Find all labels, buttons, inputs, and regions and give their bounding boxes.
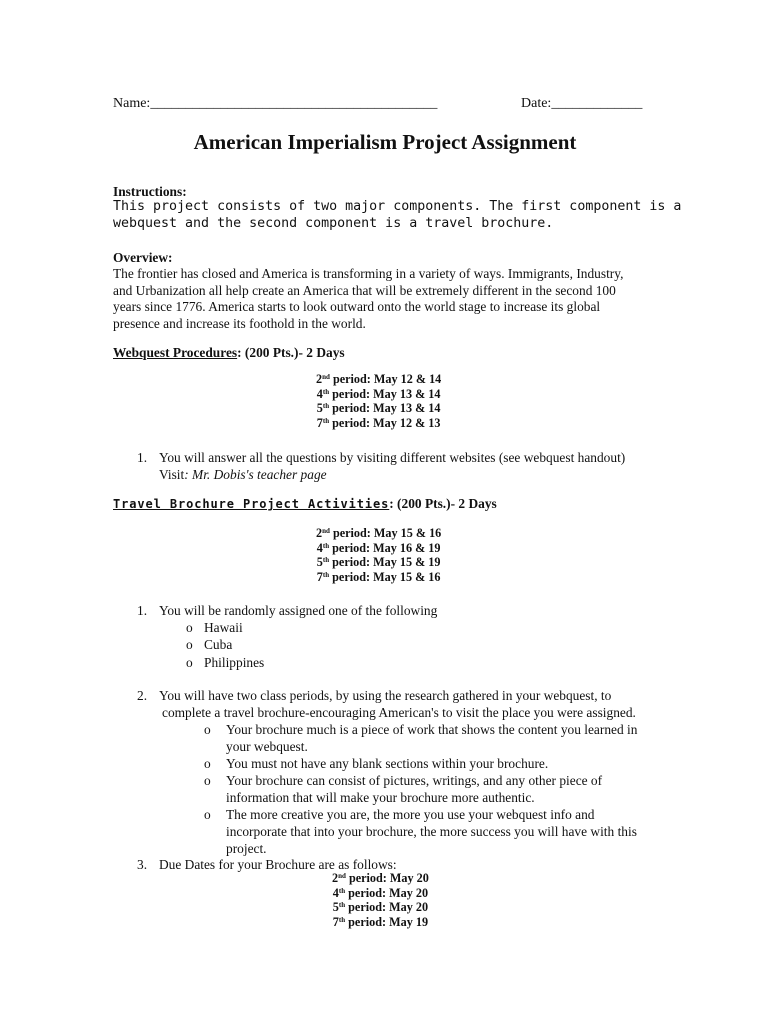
schedule-row: 2nd period: May 12 & 14 (316, 372, 442, 386)
name-field (113, 95, 437, 112)
webquest-heading (113, 344, 345, 361)
bullet-marker: o (186, 655, 193, 670)
name-line: _________________________________________ (150, 96, 438, 111)
visit-label: Visit (159, 467, 185, 482)
bullet-marker: o (186, 620, 193, 635)
bullet-marker: o (204, 773, 211, 788)
webquest-item-text: You will answer all the questions by visiting different websites (see webquest handout) (159, 450, 626, 465)
name-label: Name: (113, 96, 151, 111)
sub-bullet-text: The more creative you are, the more you use your webquest info and (226, 807, 595, 822)
instructions-heading: Instructions: (113, 184, 187, 199)
list-number: 1. (137, 450, 148, 465)
overview-line: and Urbanization all help create an America that will be extremely different in the second 100 (113, 283, 616, 298)
brochure-points: : (200 Pts.)- 2 Days (389, 496, 497, 511)
date-line: _____________ (551, 96, 643, 111)
webquest-schedule (316, 372, 441, 431)
sub-bullet-text: information that will make your brochure more authentic. (226, 790, 535, 805)
brochure-title: Travel Brochure Project Activities (113, 497, 390, 511)
brochure-item-text: You will be randomly assigned one of the following (159, 603, 438, 618)
sub-bullet-text: incorporate that into your brochure, the more success you will have with this (226, 824, 637, 839)
webquest-title: Webquest Procedures (113, 345, 238, 360)
due-row: 5th period: May 20 (332, 900, 429, 915)
place-item: Philippines (204, 655, 265, 670)
brochure-item-text: You will have two class periods, by using the research gathered in your webquest, to (159, 688, 612, 703)
brochure-item-text: complete a travel brochure-encouraging American's to visit the place you were assigned. (162, 705, 636, 720)
schedule-row: 4th period: May 13 & 14 (316, 386, 441, 401)
sub-bullet-text: Your brochure much is a piece of work that shows the content you learned in (226, 722, 638, 737)
schedule-row: 5th period: May 15 & 19 (316, 555, 441, 570)
instructions-line-2: webquest and the second component is a travel brochure. (113, 216, 554, 231)
sub-bullet-text: Your brochure can consist of pictures, writings, and any other piece of (226, 773, 603, 788)
list-number: 3. (137, 857, 148, 872)
brochure-item-text: Due Dates for your Brochure are as follows: (159, 857, 397, 872)
schedule-row: 7th period: May 15 & 16 (316, 570, 441, 585)
bullet-marker: o (186, 637, 193, 652)
sub-bullet-text: You must not have any blank sections within your brochure. (226, 756, 549, 771)
date-label: Date: (521, 96, 552, 111)
sub-bullet-text: project. (226, 841, 267, 856)
bullet-marker: o (204, 756, 211, 771)
schedule-row: 2nd period: May 15 & 16 (316, 526, 442, 540)
list-number: 2. (137, 688, 148, 703)
overview-line: The frontier has closed and America is transforming in a variety of ways. Immigrants, Industry, (113, 266, 624, 281)
overview-heading: Overview: (113, 250, 173, 265)
brochure-schedule (316, 526, 441, 585)
due-row: 7th period: May 19 (332, 915, 429, 930)
schedule-row: 5th period: May 13 & 14 (316, 401, 441, 416)
webquest-visit-line (159, 466, 327, 483)
due-dates-schedule (332, 871, 429, 930)
list-number: 1. (137, 603, 148, 618)
sub-bullet-text: your webquest. (226, 739, 308, 754)
teacher-page-link[interactable]: : Mr. Dobis's teacher page (184, 467, 327, 482)
place-item: Hawaii (204, 620, 243, 635)
page-title: American Imperialism Project Assignment (193, 130, 577, 154)
brochure-heading (113, 495, 497, 513)
bullet-marker: o (204, 722, 211, 737)
overview-line: presence and increase its foothold in the world. (113, 316, 366, 331)
due-row: 4th period: May 20 (332, 885, 429, 900)
due-row: 2nd period: May 20 (332, 871, 429, 885)
place-item: Cuba (204, 637, 233, 652)
overview-line: years since 1776. America starts to look outward onto the world stage to increase its global (113, 299, 601, 314)
bullet-marker: o (204, 807, 211, 822)
schedule-row: 7th period: May 12 & 13 (316, 416, 441, 431)
webquest-points: : (200 Pts.)- 2 Days (237, 345, 345, 360)
instructions-line-1: This project consists of two major components. The first component is a (113, 199, 682, 214)
schedule-row: 4th period: May 16 & 19 (316, 540, 441, 555)
date-field (521, 95, 642, 112)
